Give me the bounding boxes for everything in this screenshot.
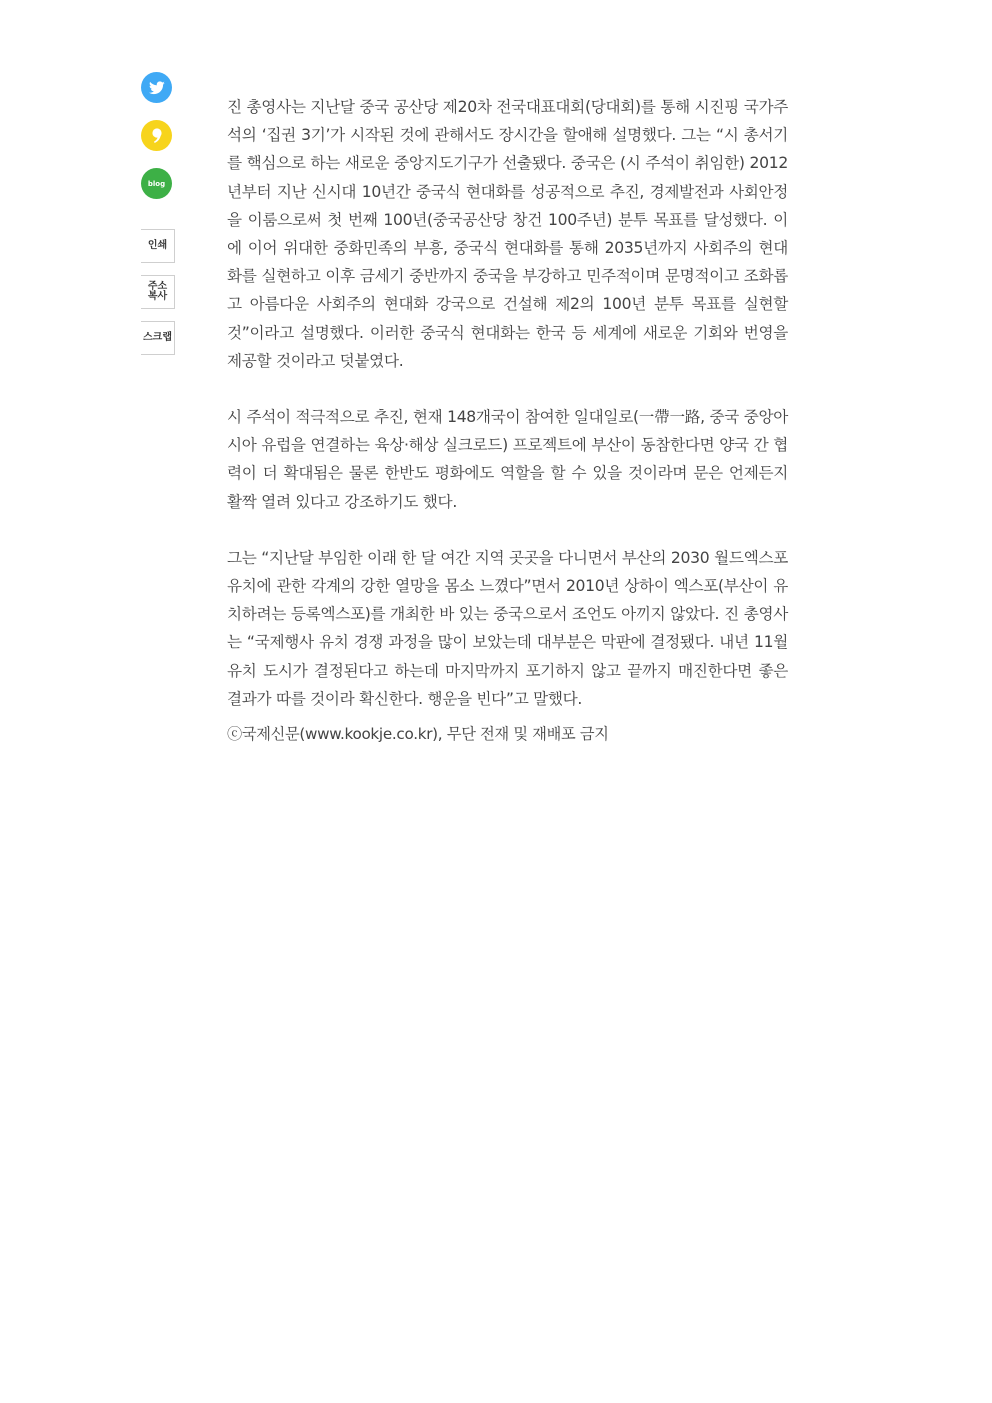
scrap-button[interactable] — [141, 321, 175, 355]
copyright-notice: ⓒ국제신문(www.kookje.co.kr), 무단 전재 및 재배포 금지 — [227, 725, 609, 744]
twitter-share-button[interactable] — [141, 72, 172, 103]
article-paragraph: 진 총영사는 지난달 중국 공산당 제20차 전국대표대회(당대회)를 통해 시진핑 국가주석의 ‘집권 3기’가 시작된 것에 관해서도 장시간을 할애해 설명했다. 그는 “시 총서기를 핵심으로 하는 새로운 중앙지도기구가 선출됐다. 중국은 (시 주석이 취임한) 2012년부터 지난 신시대 10년간 중국식 현대화를 성공적으로 추진, 경제발전과 사회안정을 이룸으로써 첫 번째 100년(중국공산당 창건 100주년) 분투 목표를 달성했다. 이에 이어 위대한 중화민족의 부흥, 중국식 현대화를 통해 2035년까지 사회주의 현대화를 실현하고 이후 금세기 중반까지 중국을 부강하고 민주적이며 문명적이고 조화롭고 아름다운 사회주의 현대화 강국으로 건설해 제2의 100년 분투 목표를 실현할 것”이라고 설명했다. 이러한 중국식 현대화는 한국 등 세계에 새로운 기회와 번영을 제공할 것이라고 덧붙였다. — [227, 98, 788, 370]
article-paragraph: 그는 “지난달 부임한 이래 한 달 여간 지역 곳곳을 다니면서 부산의 2030 월드엑스포 유치에 관한 각계의 강한 열망을 몸소 느꼈다”면서 2010년 상하이 엑스포(부산이 유치하려는 등록엑스포)를 개최한 바 있는 중국으로서 조언도 아끼지 않았다. 진 총영사는 “국제행사 유치 경쟁 과정을 많이 보았는데 대부분은 막판에 결정됐다. 내년 11월 유치 도시가 결정된다고 하는데 마지막까지 포기하지 않고 끝까지 매진한다면 좋은 결과가 따를 것이라 확신한다. 행운을 빈다”고 말했다. — [227, 548, 788, 708]
article-body — [227, 93, 788, 748]
copy-url-label: 주소복사 — [147, 281, 168, 302]
blog-label: blog — [147, 179, 166, 188]
kakaostory-comma-icon — [151, 127, 163, 145]
article-paragraph: 시 주석이 적극적으로 추진, 현재 148개국이 참여한 일대일로(一帶一路, 중국 중앙아시아 유럽을 연결하는 육상·해상 실크로드) 프로젝트에 부산이 동참한다면 양국 간 협력이 더 확대됨은 물론 한반도 평화에도 역할을 할 수 있을 것이라며 문은 언제든지 활짝 열려 있다고 강조하기도 했다. — [227, 408, 788, 511]
kakaostory-share-button[interactable] — [141, 120, 172, 151]
twitter-bird-icon — [149, 81, 165, 95]
blog-share-button[interactable] — [141, 168, 172, 199]
print-label: 인쇄 — [147, 240, 168, 251]
scrap-label: 스크랩 — [143, 332, 172, 343]
copy-url-button[interactable] — [141, 275, 175, 309]
print-button[interactable] — [141, 229, 175, 263]
share-rail — [0, 0, 200, 400]
